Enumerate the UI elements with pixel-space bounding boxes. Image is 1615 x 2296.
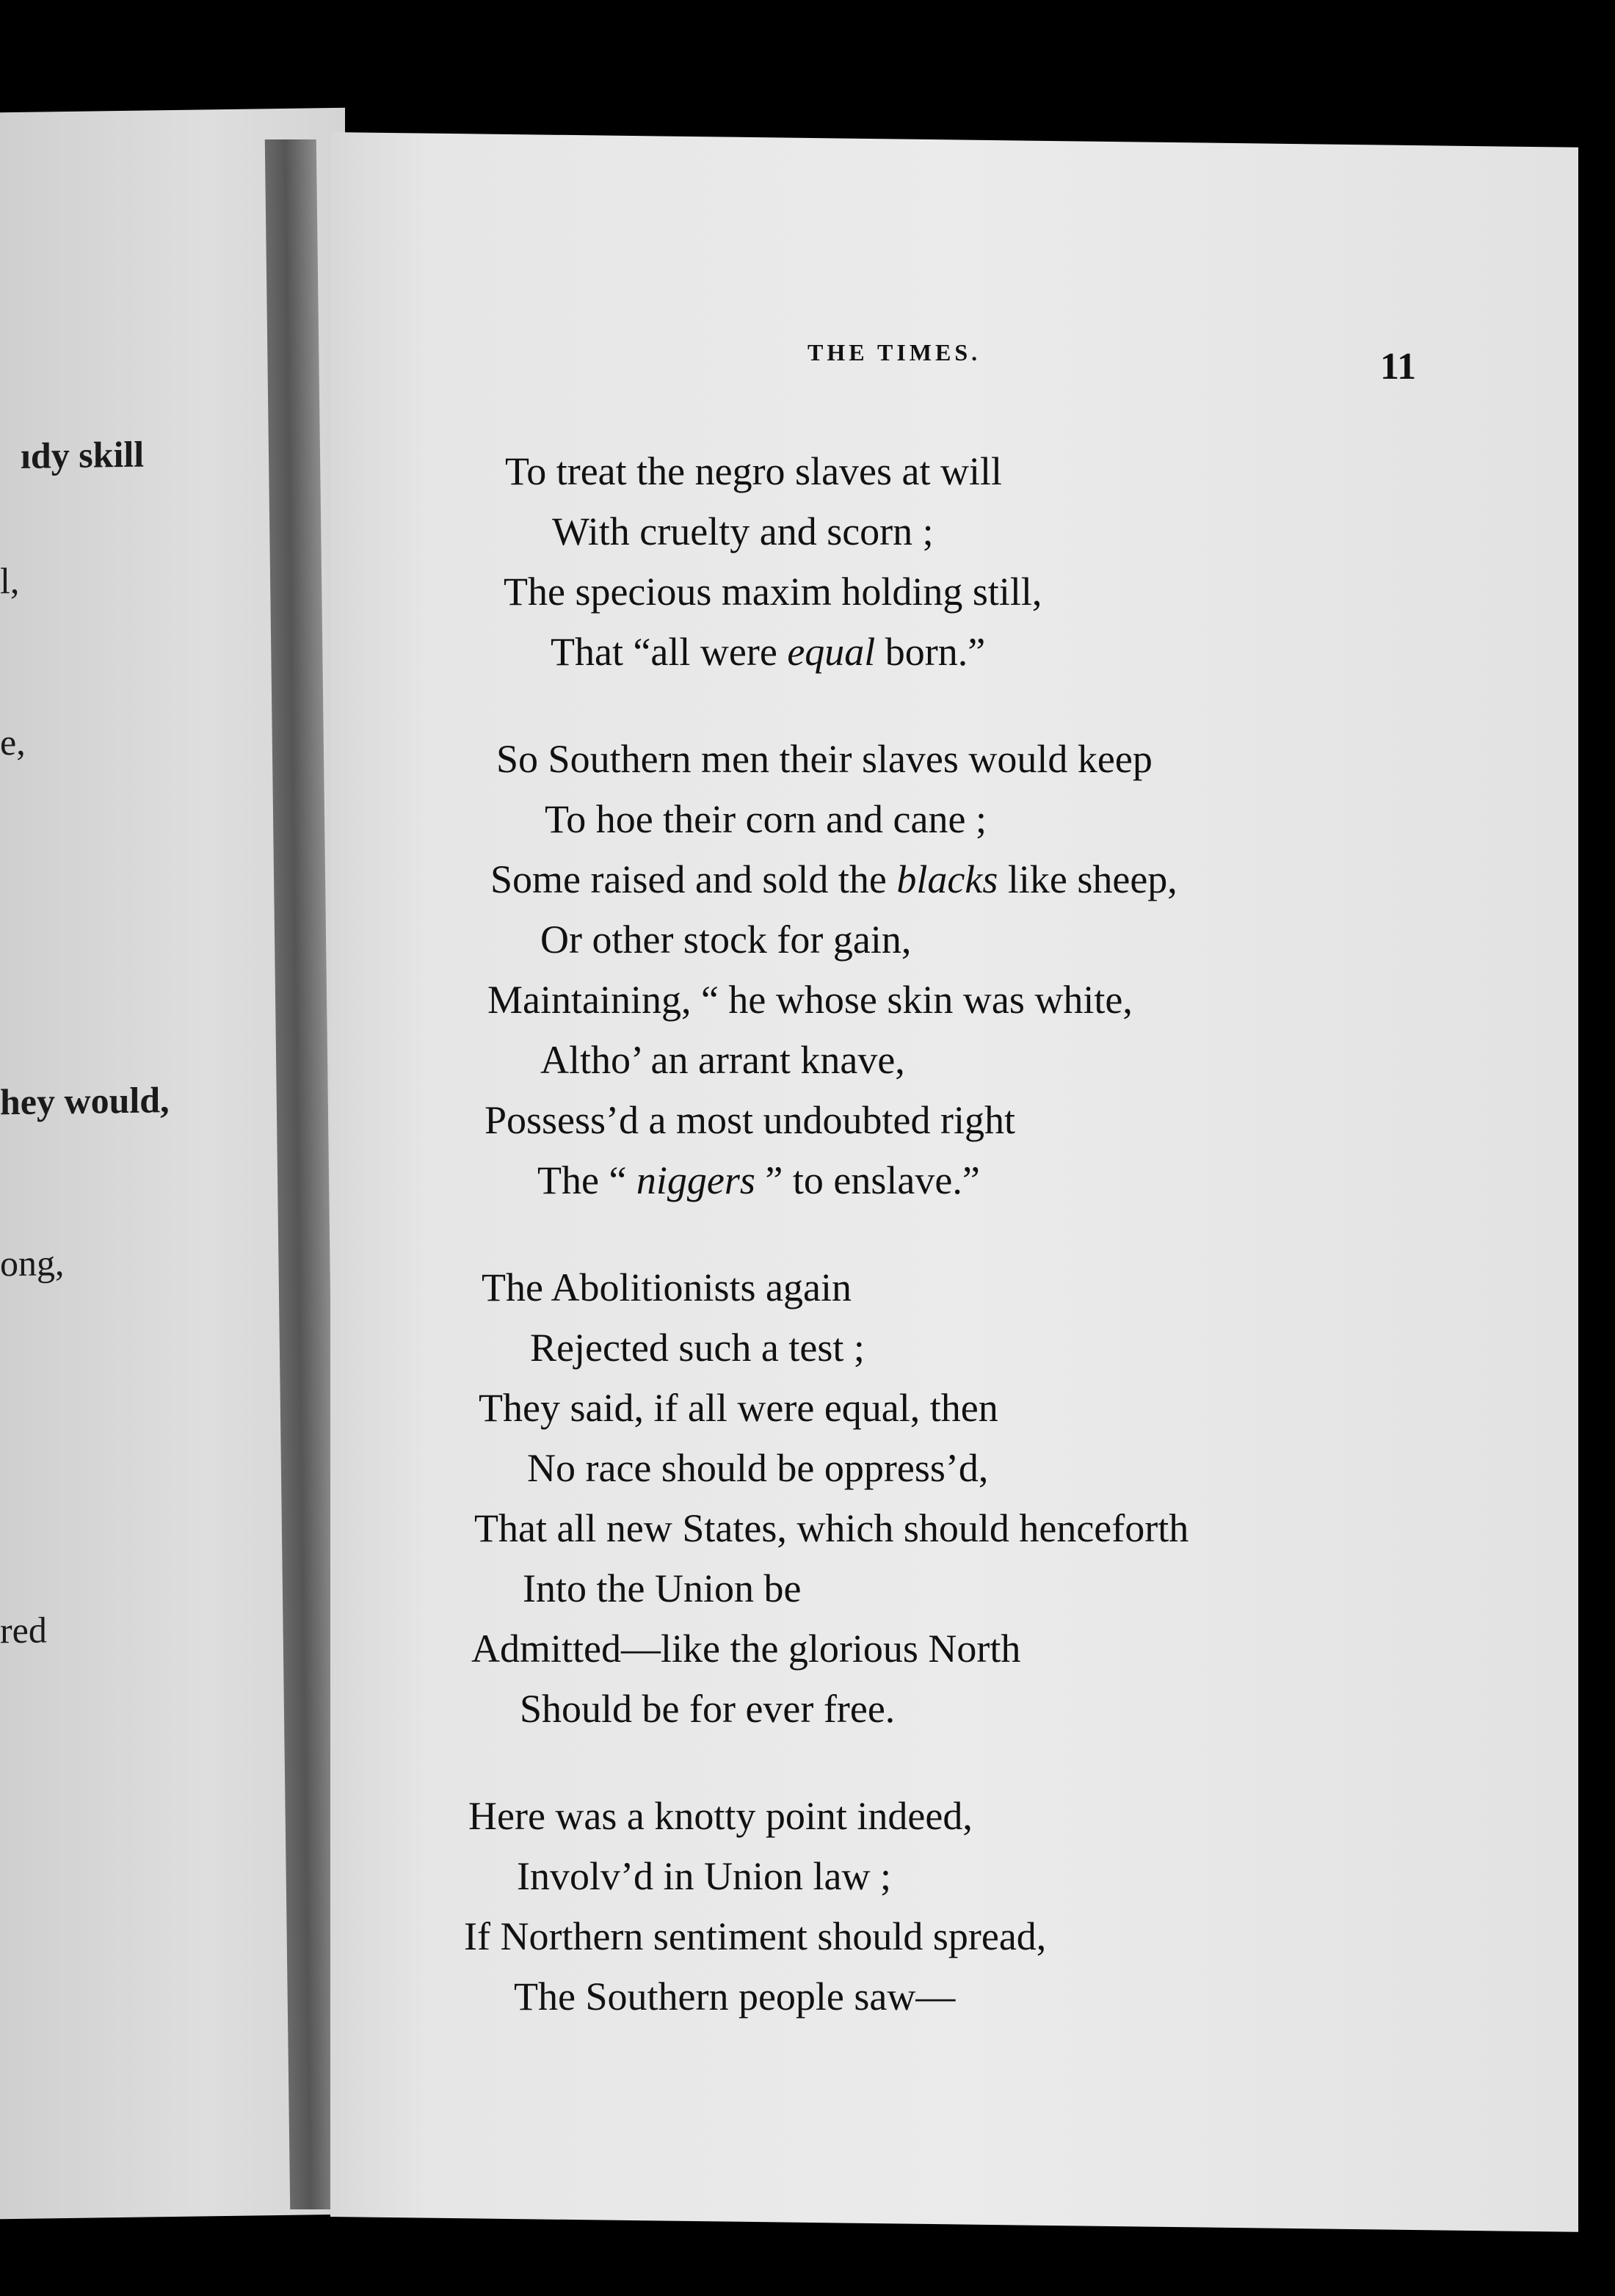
- poem-line: Altho’ an arrant knave,: [540, 1038, 905, 1082]
- poem-line: That “all were equal born.”: [551, 630, 986, 674]
- poem-line: Or other stock for gain,: [540, 918, 912, 962]
- poem-line: Involv’d in Union law ;: [517, 1854, 891, 1898]
- left-page-fragment: ong,: [0, 1242, 65, 1285]
- poem-line: Here was a knotty point indeed,: [468, 1794, 973, 1838]
- poem-line: The “ niggers ” to enslave.”: [537, 1158, 980, 1202]
- left-page-fragment: hey would,: [0, 1079, 170, 1123]
- emphasis-blacks: blacks: [896, 857, 998, 901]
- poem-line: The specious maxim holding still,: [504, 570, 1042, 614]
- poem-line: Rejected such a test ;: [530, 1326, 865, 1370]
- left-page-fragment: l,: [0, 559, 20, 602]
- poem-line: To treat the negro slaves at will: [505, 449, 1003, 493]
- poem-line: To hoe their corn and cane ;: [545, 797, 987, 841]
- poem-line: Maintaining, “ he whose skin was white,: [487, 978, 1133, 1022]
- poem-line: Some raised and sold the blacks like sheep,: [490, 857, 1177, 901]
- page-number: 11: [1380, 346, 1417, 388]
- poem-line: The Abolitionists again: [482, 1265, 852, 1309]
- poem-line: With cruelty and scorn ;: [552, 509, 934, 553]
- left-page-fragment: ıdy skill: [21, 433, 145, 476]
- running-title: THE TIMES.: [808, 339, 981, 366]
- left-page-fragment: red: [0, 1609, 47, 1652]
- poem-line: Into the Union be: [523, 1566, 802, 1610]
- poem-line: Possess’d a most undoubted right: [484, 1098, 1015, 1142]
- poem-line: They said, if all were equal, then: [479, 1386, 998, 1430]
- emphasis-equal: equal: [787, 630, 876, 674]
- poem-line: So Southern men their slaves would keep: [496, 737, 1153, 781]
- emphasis-niggers: niggers: [636, 1158, 755, 1202]
- poem-line: If Northern sentiment should spread,: [464, 1914, 1047, 1958]
- poem-line: That all new States, which should henceforth: [474, 1506, 1189, 1550]
- poem-line: Should be for ever free.: [520, 1687, 896, 1731]
- poem-line: No race should be oppress’d,: [527, 1446, 989, 1490]
- poem-line: The Southern people saw—: [514, 1975, 956, 2019]
- left-page-fragment: e,: [0, 721, 26, 763]
- poem-line: Admitted—like the glorious North: [471, 1627, 1021, 1671]
